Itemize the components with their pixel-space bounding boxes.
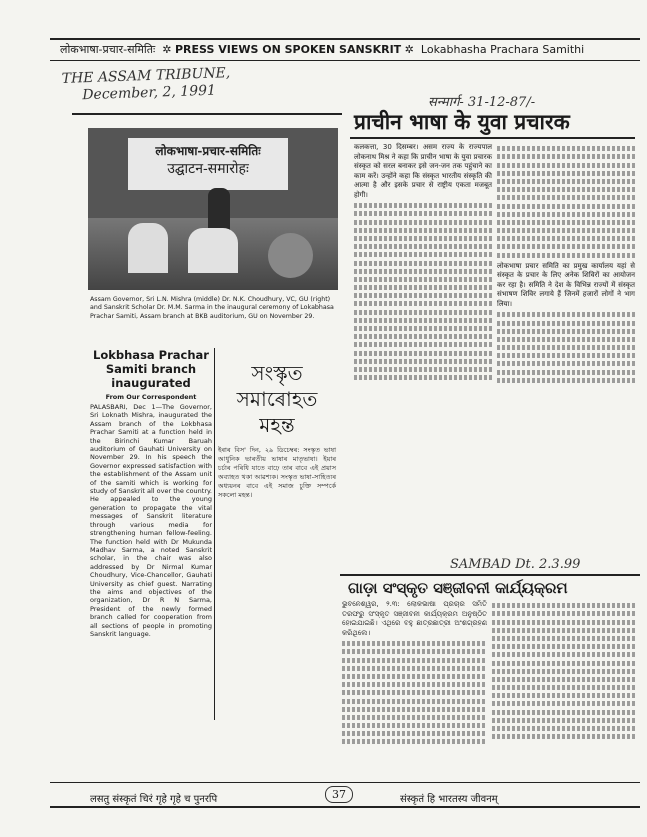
text-line bbox=[342, 641, 487, 646]
text-line bbox=[354, 301, 492, 306]
text-line bbox=[342, 658, 487, 663]
hindi-col2 bbox=[497, 143, 635, 386]
text-line bbox=[354, 351, 492, 356]
text-line bbox=[354, 244, 492, 249]
photo-guest-left bbox=[128, 223, 168, 273]
text-line bbox=[342, 731, 487, 736]
hindi-handwritten-date: सन्मार्ग- 31-12-87/- bbox=[428, 95, 536, 110]
text-line bbox=[497, 212, 635, 217]
text-line bbox=[497, 312, 635, 317]
english-byline: From Our Correspondent bbox=[105, 393, 197, 401]
assamese-headline-line3: মহন্ত bbox=[259, 413, 295, 437]
header-center: PRESS VIEWS ON SPOKEN SANSKRIT bbox=[175, 43, 402, 56]
text-line bbox=[354, 326, 492, 331]
text-line bbox=[354, 277, 492, 282]
text-line bbox=[342, 674, 487, 679]
text-line bbox=[497, 228, 635, 233]
text-line bbox=[492, 620, 637, 625]
footer-rule-top bbox=[50, 782, 640, 783]
text-line bbox=[354, 310, 492, 315]
text-line bbox=[342, 707, 487, 712]
header-right: Lokabhasha Prachara Samithi bbox=[420, 43, 585, 56]
text-line bbox=[354, 334, 492, 339]
text-line bbox=[497, 179, 635, 184]
text-line bbox=[492, 636, 637, 641]
text-line bbox=[342, 715, 487, 720]
text-line bbox=[497, 370, 635, 375]
text-line bbox=[354, 236, 492, 241]
page-number: 37 bbox=[325, 786, 353, 803]
text-line bbox=[492, 693, 637, 698]
assamese-headline-line2: সমাৰোহত bbox=[236, 387, 318, 411]
hindi-body-col2: लोकभाषा प्रचार समिति का प्रमुख कार्यालय यहां से संस्कृत के प्रचार के लिए अनेक शिविरों का आयोजन कर रहा है। समिति ने देश के विभिन्न राज्यों में संस्कृत संभाषण शिविर लगाये हैं जिनमें हजारों लोगों ने भाग लिया। bbox=[497, 261, 635, 308]
text-line bbox=[497, 353, 635, 358]
text-line bbox=[354, 220, 492, 225]
hindi-body-col1: कलकत्ता, 30 दिसम्बर। असम राज्य के राज्यपाल लोकनाथ मिश्र ने कहा कि प्राचीन भाषा के युवा प्रचारक संस्कृत को सरल बनाकर इसे जन-जन तक पहुंचाने का काम करें। उन्होंने कहा कि संस्कृत भारतीय संस्कृति की आत्मा है और इसके प्रचार से राष्ट्रीय एकता मजबूत होगी। bbox=[354, 143, 492, 199]
text-line bbox=[492, 652, 637, 657]
assamese-headline-line1: সংস্কৃত bbox=[251, 361, 303, 385]
oriya-col1 bbox=[342, 600, 487, 748]
text-line bbox=[497, 378, 635, 383]
text-line bbox=[354, 228, 492, 233]
text-line bbox=[492, 644, 637, 649]
text-line bbox=[497, 361, 635, 366]
hindi-headline-rule bbox=[350, 137, 635, 139]
text-line bbox=[354, 375, 492, 380]
text-line bbox=[497, 345, 635, 350]
footer-left: लसतु संस्कृतं चिरं गृहे गृहे च पुनरपि bbox=[90, 794, 218, 805]
text-line bbox=[497, 171, 635, 176]
text-line bbox=[497, 154, 635, 159]
text-line bbox=[492, 718, 637, 723]
handwritten-source-line1: THE ASSAM TRIBUNE, bbox=[61, 65, 231, 87]
footer-right: संस्कृतं हि भारतस्य जीवनम् bbox=[400, 794, 498, 805]
text-line bbox=[354, 285, 492, 290]
hindi-col1 bbox=[354, 143, 492, 383]
column-divider bbox=[214, 348, 215, 720]
assamese-headline bbox=[218, 360, 336, 438]
text-line bbox=[492, 661, 637, 666]
text-line bbox=[492, 669, 637, 674]
text-line bbox=[492, 628, 637, 633]
text-line bbox=[492, 611, 637, 616]
text-line bbox=[497, 329, 635, 334]
text-line bbox=[492, 710, 637, 715]
text-line bbox=[492, 685, 637, 690]
text-line bbox=[497, 146, 635, 151]
text-line bbox=[497, 253, 635, 258]
text-line bbox=[497, 195, 635, 200]
footer-rule-bottom bbox=[50, 806, 640, 808]
english-article bbox=[90, 348, 212, 638]
page-header: लोकभाषा-प्रचार-समितिः ✲ PRESS VIEWS ON SPOKEN SANSKRIT ✲ Lokabhasha Prachara Samithi bbox=[60, 43, 585, 56]
oriya-col2 bbox=[492, 600, 637, 742]
sambad-handwritten-date: SAMBAD Dt. 2.3.99 bbox=[450, 557, 581, 572]
text-line bbox=[497, 244, 635, 249]
text-line bbox=[497, 337, 635, 342]
oriya-body: ଭୁବନେଶ୍ୱର, ୨.୩: ଲୋକଭାଷା ପ୍ରଚାର ସମିତି ତରଫରୁ ସଂସ୍କୃତ ସଞ୍ଜୀବନୀ କାର୍ଯ୍ୟକ୍ରମ ଅନୁଷ୍ଠିତ ହୋଇଯାଇଛି। ଏଥିରେ ବହୁ ଛାତ୍ରଛାତ୍ରୀ ଅଂଶଗ୍ରହଣ କରିଥିଲେ। bbox=[342, 600, 487, 637]
text-line bbox=[354, 203, 492, 208]
text-line bbox=[354, 367, 492, 372]
text-line bbox=[354, 359, 492, 364]
photo-caption: Assam Governor, Sri L.N. Mishra (middle) Dr. N.K. Choudhury, VC, GU (right) and Sanskrit Scholar Dr. M.M. Sarma in the inaugural ceremony of Lokabhasa Prachar Samiti, Assam branch at BKB auditorium, GU on November 29. bbox=[90, 296, 334, 320]
text-line bbox=[342, 682, 487, 687]
text-line bbox=[354, 342, 492, 347]
text-line bbox=[342, 690, 487, 695]
english-body: PALASBARI, Dec 1—The Governor, Sri Loknath Mishra, inaugurated the Assam branch of the Lokbhasa Prachar Samiti at a function held in the Birinchi Kumar Baruah auditorium of Gauhati University on November 29. In his speech the Governor expressed satisfaction with the establishment of the Assam unit of the samiti which is working for study of Sanskrit all over the country. He appealed to the young generation to propagate the vital messages of Sanskrit literature through various media for strengthening human fellow-feeling. The function held with Dr Mukunda Madhav Sarma, a noted Sanskrit scholar, in the chair was also addressed by Dr Nirmal Kumar Choudhury, Vice-Chancellor, Gauhati University as chief guest. Narrating the aims and objectives of the organization, Dr R N Sarma, President of the newly formed branch called for cooperation from all sections of people in promoting Sanskrit language. bbox=[90, 403, 212, 638]
text-line bbox=[342, 666, 487, 671]
text-line bbox=[342, 739, 487, 744]
english-headline: Lokbhasa Prachar Samiti branch inaugurated bbox=[93, 348, 209, 390]
assamese-body: ইৰাৰ বিস' দিন, ২৯ ডিচেম্বৰ: সংস্কৃত ভাষা আধুনিক ভাৰতীয় ভাষাৰ মাতৃভাষা। ইয়াৰ চৰ্চাৰ পৰিধি যাতে বাঢ়ে তাৰ বাবে এই প্ৰয়াস অব্যাহত থকা আৱশ্যক। সংস্কৃত ভাষা-সাহিত্যৰ অধ্যয়নৰ বাবে এই সমাজ চুক্তি সম্পৰ্কে সকলো মহন্ত। bbox=[218, 446, 336, 499]
assamese-article bbox=[218, 360, 336, 500]
handwritten-source bbox=[61, 65, 231, 105]
handwritten-source-line2: December, 2, 1991 bbox=[82, 82, 217, 104]
text-line bbox=[497, 163, 635, 168]
text-line bbox=[354, 318, 492, 323]
oriya-headline: ଗାଡ଼ା ସଂସ୍କୃତ ସଞ୍ଜୀବନୀ କାର୍ଯ୍ୟକ୍ରମ bbox=[348, 579, 568, 597]
text-line bbox=[497, 220, 635, 225]
photo-banner-line1: लोकभाषा-प्रचार-समितिः bbox=[155, 144, 261, 158]
text-line bbox=[497, 204, 635, 209]
top-rule-thick bbox=[50, 38, 640, 40]
text-line bbox=[354, 293, 492, 298]
ceremony-photo bbox=[88, 128, 338, 290]
text-line bbox=[497, 321, 635, 326]
text-line bbox=[492, 677, 637, 682]
text-line bbox=[492, 734, 637, 739]
text-line bbox=[497, 187, 635, 192]
text-line bbox=[492, 726, 637, 731]
photo-banner-line2: उद्घाटन-समारोहः bbox=[167, 161, 249, 177]
top-rule-thin bbox=[50, 60, 640, 61]
photo-flowers bbox=[268, 233, 313, 278]
text-line bbox=[492, 701, 637, 706]
text-line bbox=[492, 603, 637, 608]
text-line bbox=[497, 236, 635, 241]
text-line bbox=[354, 252, 492, 257]
photo-banner bbox=[128, 138, 288, 190]
text-line bbox=[342, 699, 487, 704]
text-line bbox=[342, 723, 487, 728]
hindi-headline: प्राचीन भाषा के युवा प्रचारक bbox=[354, 109, 570, 134]
text-line bbox=[354, 261, 492, 266]
text-line bbox=[354, 269, 492, 274]
oriya-top-rule bbox=[340, 574, 640, 576]
header-left: लोकभाषा-प्रचार-समितिः bbox=[60, 43, 156, 56]
text-line bbox=[354, 211, 492, 216]
section-rule bbox=[72, 113, 342, 115]
photo-guest-middle bbox=[188, 228, 238, 273]
text-line bbox=[342, 649, 487, 654]
